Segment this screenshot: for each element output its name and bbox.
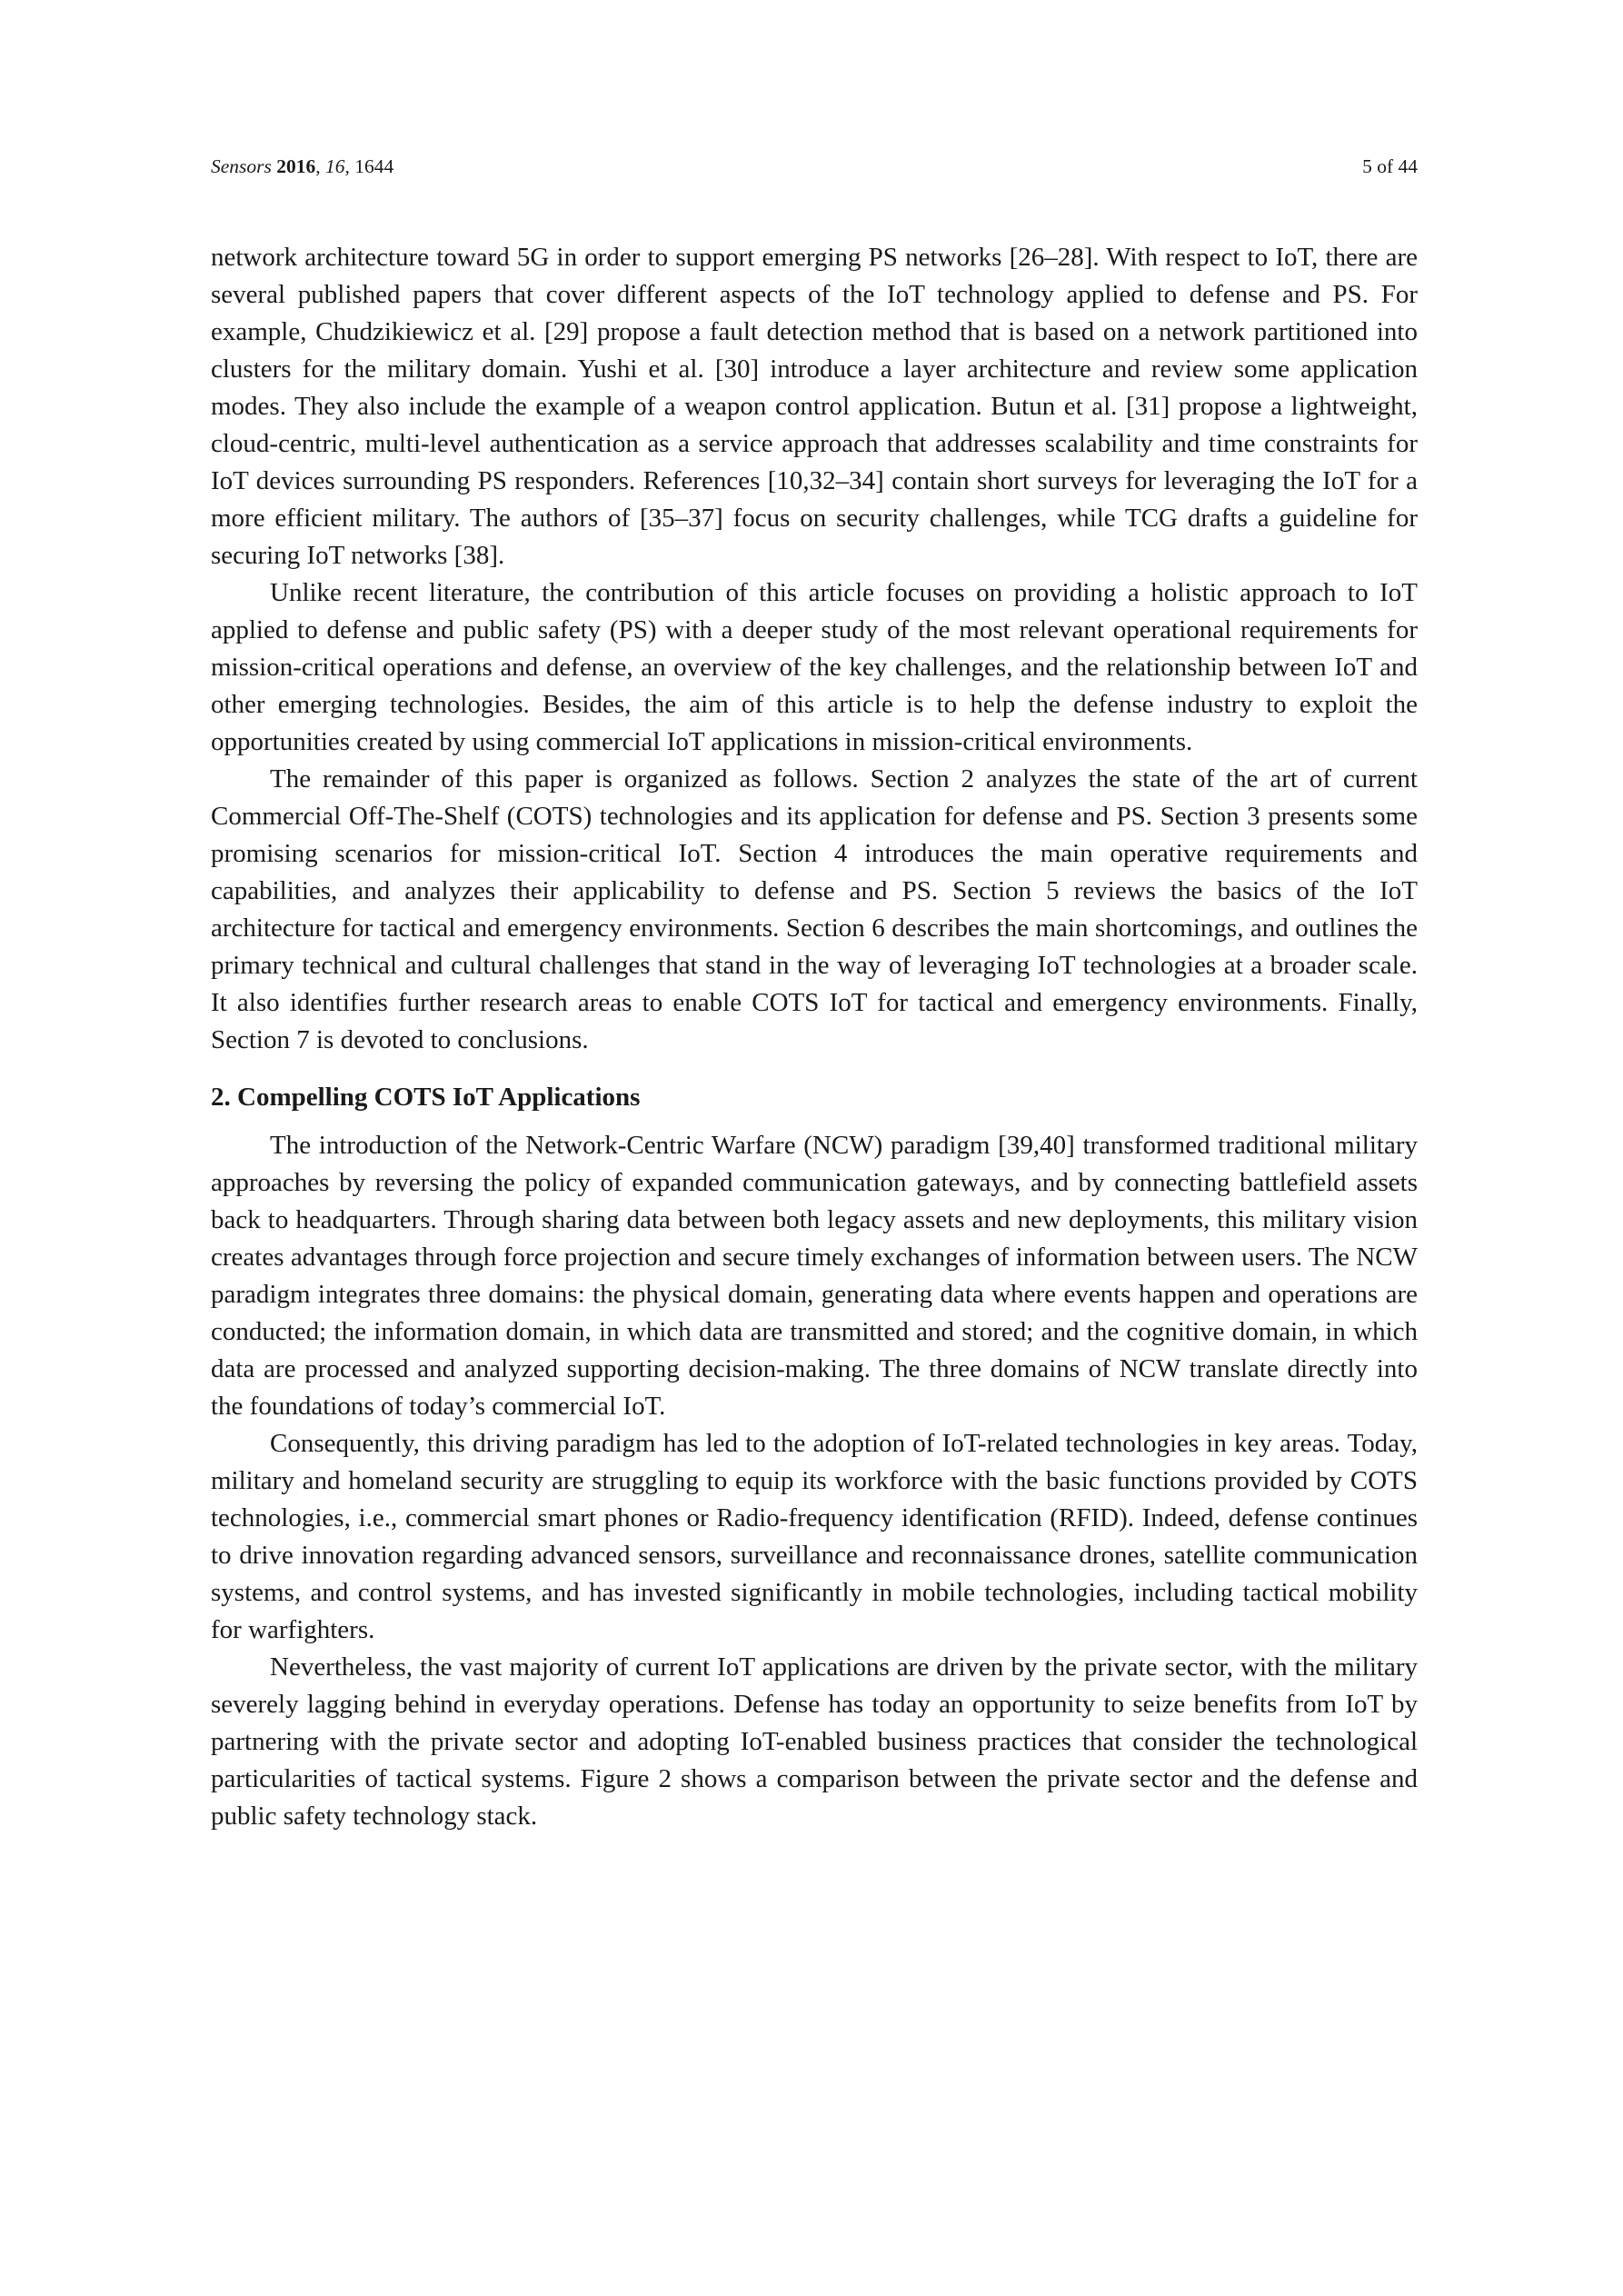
citation-line [211, 150, 393, 183]
volume-number: 16 [325, 155, 345, 177]
paragraph-organization: The remainder of this paper is organized as follows. Section 2 analyzes the state of the art of current Commercial Off-The-Shelf (COTS) technologies and its application for defense and PS. Section 3 presents some promising scenarios for mission-critical IoT. Section 4 introduces the main operative requirements and capabilities, and analyzes their applicability to defense and PS. Section 5 reviews the basics of the IoT architecture for tactical and emergency environments. Section 6 describes the main shortcomings, and outlines the primary technical and cultural challenges that stand in the way of leveraging IoT technologies at a broader scale. It also identifies further research areas to enable COTS IoT for tactical and emergency environments. Finally, Section 7 is devoted to conclusions. [211, 764, 1418, 1054]
page-header [211, 150, 1418, 183]
paragraph-continuation: network architecture toward 5G in order to support emerging PS networks [26–28]. With respect to IoT, there are several published papers that cover different aspects of the IoT technology applied to defense and PS. For example, Chudzikiewicz et al. [29] propose a fault detection method that is based on a network partitioned into clusters for the military domain. Yushi et al. [30] introduce a layer architecture and review some application modes. They also include the example of a weapon control application. Butun et al. [31] propose a lightweight, cloud-centric, multi-level authentication as a service approach that addresses scalability and time constraints for IoT devices surrounding PS responders. References [10,32–34] contain short surveys for leveraging the IoT for a more efficient military. The authors of [35–37] focus on security challenges, while TCG drafts a guideline for securing IoT networks [38]. [211, 243, 1418, 570]
paragraph-private-sector: Nevertheless, the vast majority of current IoT applications are driven by the private sector, with the military severely lagging behind in everyday operations. Defense has today an opportunity to seize benefits from IoT by partnering with the private sector and adopting IoT-enabled business practices that consider the technological particularities of tactical systems. Figure 2 shows a comparison between the private sector and the defense and public safety technology stack. [211, 1652, 1418, 1831]
separator: , [344, 155, 355, 177]
article-number: 1644 [354, 155, 394, 177]
article-body [211, 239, 1418, 1835]
paragraph-adoption: Consequently, this driving paradigm has led to the adoption of IoT-related technologies in key areas. Today, military and homeland security are struggling to equip its workforce with the basic functions provided by COTS technologies, i.e., commercial smart phones or Radio-frequency identification (RFID). Indeed, defense continues to drive innovation regarding advanced sensors, surveillance and reconnaissance drones, satellite communication systems, and control systems, and has invested significantly in mobile technologies, including tactical mobility for warfighters. [211, 1429, 1418, 1644]
section-heading: 2. Compelling COTS IoT Applications [211, 1083, 641, 1112]
separator: , [315, 155, 326, 177]
paragraph-ncw: The introduction of the Network-Centric Warfare (NCW) paradigm [39,40] transformed traditional military approaches by reversing the policy of expanded communication gateways, and by connecting battlefield assets back to headquarters. Through sharing data between both legacy assets and new deployments, this military vision creates advantages through force projection and secure timely exchanges of information between users. The NCW paradigm integrates three domains: the physical domain, generating data where events happen and operations are conducted; the information domain, in which data are transmitted and stored; and the cognitive domain, in which data are processed and analyzed supporting decision-making. The three domains of NCW translate directly into the foundations of today’s commercial IoT. [211, 1131, 1418, 1421]
page-number: 5 of 44 [1362, 155, 1418, 177]
publication-year: 2016 [276, 155, 316, 177]
journal-name: Sensors [211, 155, 272, 177]
paragraph-contribution: Unlike recent literature, the contribution of this article focuses on providing a holistic approach to IoT applied to defense and public safety (PS) with a deeper study of the most relevant operational requirements for mission-critical operations and defense, an overview of the key challenges, and the relationship between IoT and other emerging technologies. Besides, the aim of this article is to help the defense industry to exploit the opportunities created by using commercial IoT applications in mission-critical environments. [211, 578, 1418, 756]
